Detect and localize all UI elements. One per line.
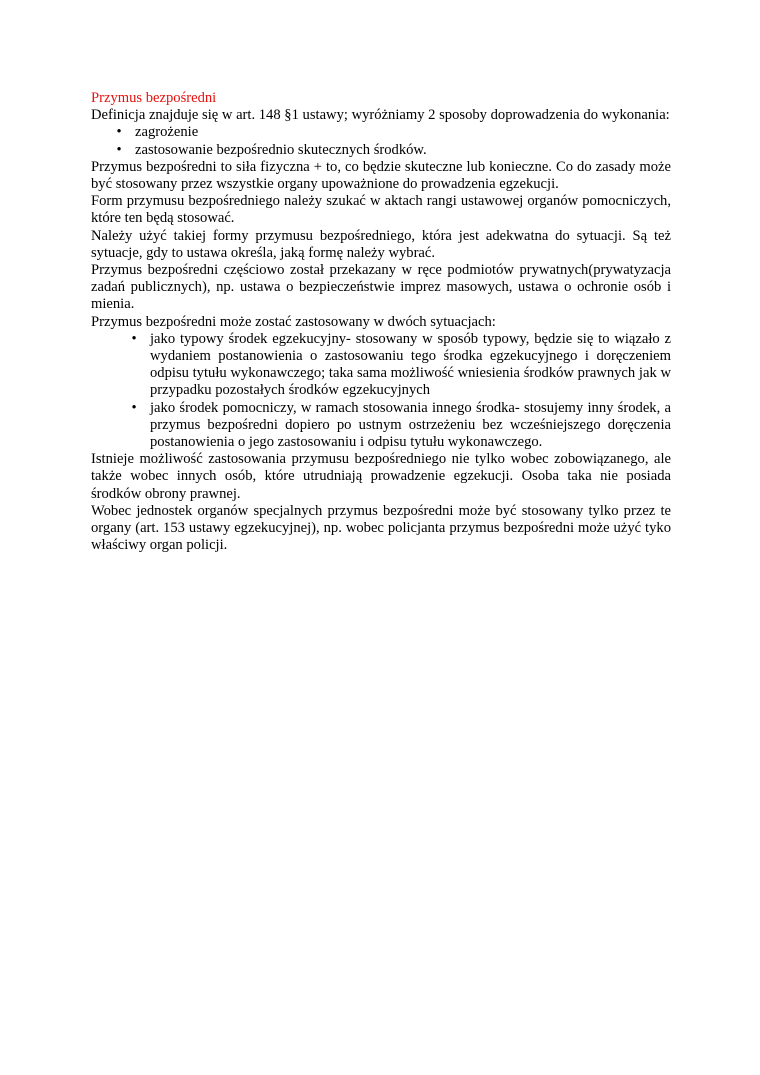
privatization-paragraph: Przymus bezpośredni częściowo został przekazany w ręce podmiotów prywatnych(prywatyzacja zadań publicznych), np. ustawa o bezpieczeństwie imprez masowych, ustawa o ochronie osób i mienia. [91,262,671,313]
bullet-icon: • [116,141,122,158]
adequacy-paragraph: Należy użyć takiej formy przymusu bezpośredniego, która jest adekwatna do sytuacji. Są też sytuacje, gdy to ustawa określa, jaką formę należy wybrać. [91,227,671,261]
physical-force-paragraph: Przymus bezpośredni to siła fizyczna + to, co będzie skuteczne lub konieczne. Co do zasady może być stosowany przez wszystkie organy upoważnione do prowadzenia egzekucji. [91,158,671,193]
list-item-text: jako środek pomocniczy, w ramach stosowania innego środka- stosujemy inny środek, a przymus bezpośredni dopiero po ustnym ostrzeżeniu bez wcześniejszego doręczenia postanowienia o jego zastosowaniu i odpisu tytułu wykonawczego. [150,399,671,451]
list-item [91,124,671,141]
other-persons-paragraph: Istnieje możliwość zastosowania przymusu bezpośredniego nie tylko wobec zobowiązanego, ale także wobec innych osób, które utrudniają prowadzenie egzekucji. Osoba taka nie posiada środków obrony prawnej. [91,451,671,502]
forms-source-paragraph: Form przymusu bezpośredniego należy szukać w aktach rangi ustawowej organów pomocniczych, które ten będą stosować. [91,193,671,227]
list-item-text: zastosowanie bezpośrednio skutecznych środków. [135,141,427,158]
list-item-text: jako typowy środek egzekucyjny- stosowany w sposób typowy, będzie się to wiązało z wydaniem postanowienia o zastosowaniu tego środka egzekucyjnego i doręczeniem odpisu tytułu wykonawczego; taka sama możliwość wniesienia środków prawnych jak w przypadku pozostałych środków egzekucyjnych [150,330,671,399]
bullet-icon: • [116,124,122,141]
document-page [91,90,671,554]
situations-list [91,331,671,451]
bullet-icon: • [131,399,137,416]
list-item [91,400,671,452]
bullet-icon: • [131,330,137,347]
list-item [91,331,671,400]
special-organs-paragraph: Wobec jednostek organów specjalnych przymus bezpośredni może być stosowany tylko przez te organy (art. 153 ustawy egzekucyjnej), np. wobec policjanta przymus bezpośredni może użyć tyko właściwy organ policji. [91,502,671,554]
methods-list [91,124,671,158]
list-item-text: zagrożenie [135,124,199,141]
list-item [91,142,671,159]
definition-paragraph: Definicja znajduje się w art. 148 §1 ustawy; wyróżniamy 2 sposoby doprowadzenia do wykonania: [91,107,670,124]
situations-intro-paragraph: Przymus bezpośredni może zostać zastosowany w dwóch sytuacjach: [91,313,496,330]
section-heading: Przymus bezpośredni [91,90,217,106]
